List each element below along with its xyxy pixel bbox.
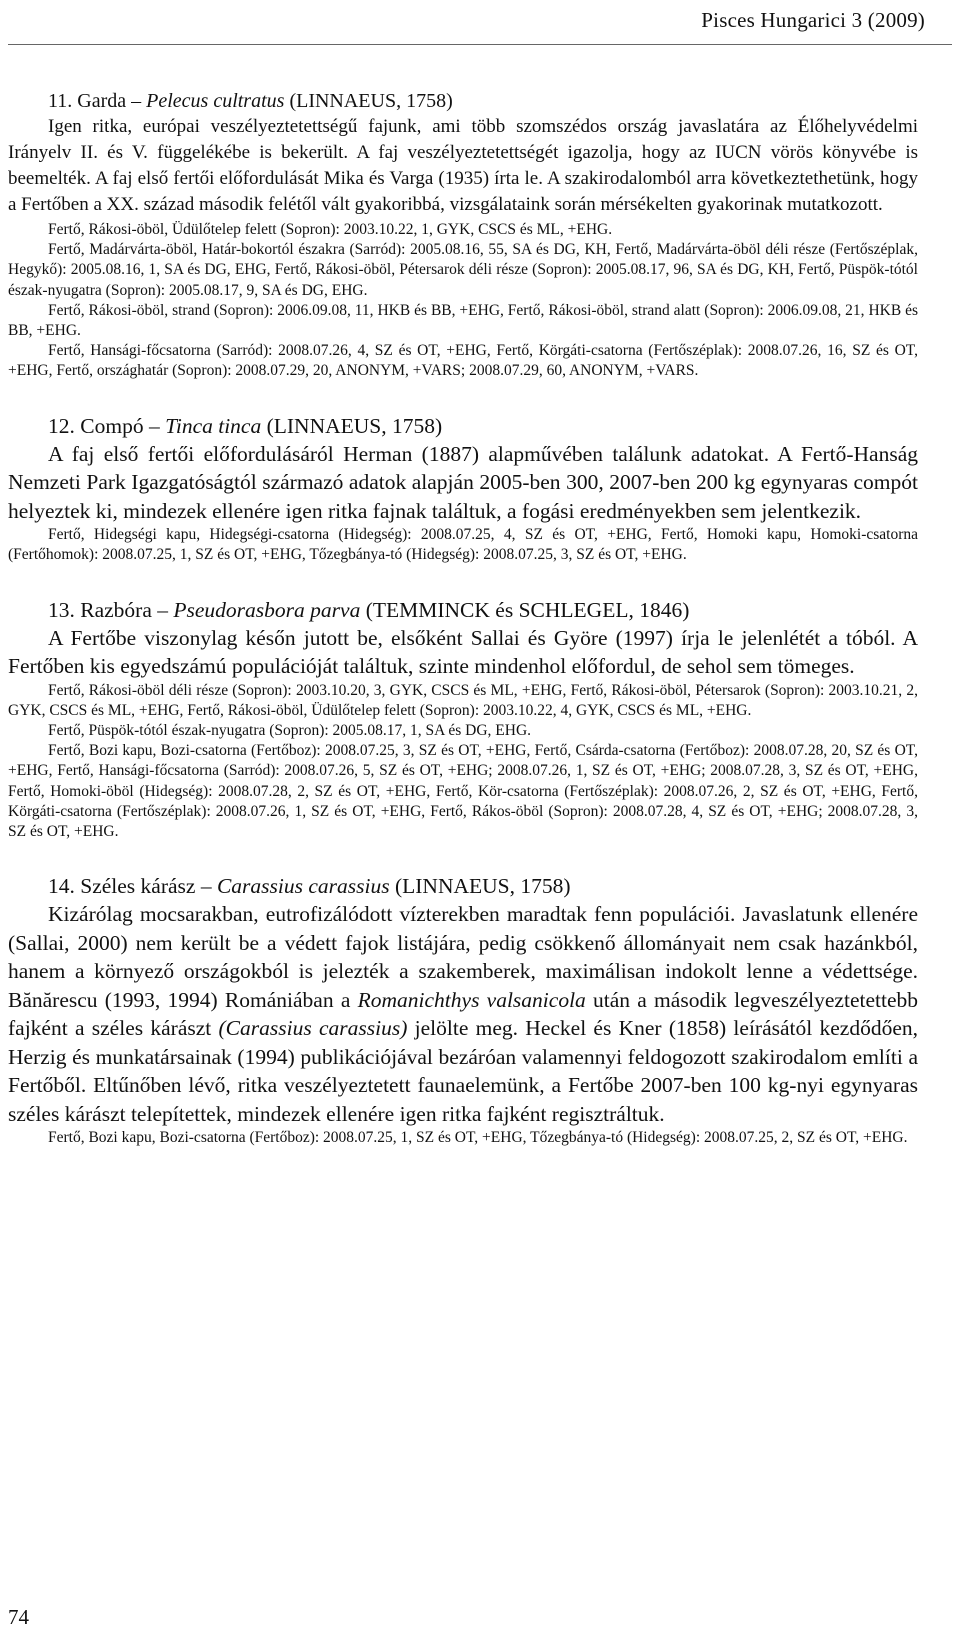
species-latin-name: Carassius carassius	[216, 874, 390, 899]
species-number: 12.	[48, 413, 75, 438]
species-common-name: Széles kárász	[80, 874, 196, 899]
journal-title: Pisces Hungarici 3 (2009)	[701, 8, 925, 32]
description-text: jelölte meg. Heckel és Kner (1858) leírásától kezdődően, Herzig és munkatársainak (1994) publikációjával bezáróan valamennyi feldogozott szakirodalom említi a Fertőből. Eltűnőben lévő, ritka veszélyeztetett faunaelemünk, a Fertőbe 2007-ben 100 kg-nyi egynyaras széles kárászt telepítettek, mindezek ellenére igen ritka fajként regisztráltuk.	[8, 1016, 918, 1126]
page-content	[8, 88, 918, 1148]
record-item: Fertő, Hidegségi kapu, Hidegségi-csatorna (Hidegség): 2008.07.25, 4, SZ és OT, +EHG, Fertő, Homoki kapu, Homoki-csatorna (Fertőhomok): 2008.07.25, 1, SZ és OT, +EHG, Tőzegbánya-tó (Hidegség): 2008.07.25, 3, SZ és OT, +EHG.	[8, 526, 918, 564]
records-list	[8, 681, 918, 843]
species-common-name: Compó	[80, 413, 144, 438]
heading-dash: –	[157, 597, 169, 622]
species-section-11	[8, 88, 918, 382]
page-number: 74	[8, 1605, 29, 1629]
description-text: Kizárólag mocsarakban, eutrofizálódott vízterekben maradtak fenn populációi. Javaslatunk ellenére (Sallai, 2000) nem került be a védett fajok listájára, pedig csökkenő állományait nem csak hazánkból, hanem a környező országokból is jelezték a szakemberek, maximálisan indokolt lenne a védettsége. Bănărescu (1993, 1994) Romániában a	[8, 902, 918, 1012]
species-description	[8, 900, 918, 1128]
record-item: Fertő, Madárvárta-öböl, Határ-bokortól északra (Sarród): 2005.08.16, 55, SA és DG, KH, Fertő, Madárvárta-öböl déli része (Fertőszéplak, Hegykő): 2005.08.16, 1, SA és DG, EHG, Fertő, Rákosi-öböl, Pétersarok déli része (Sopron): 2005.08.17, 96, SA és DG, KH, Fertő, Püspök-tótól észak-nyugatra (Sopron): 2005.08.17, 9, SA és DG, EHG.	[8, 241, 918, 299]
species-author: (TEMMINCK és SCHLEGEL, 1846)	[365, 597, 690, 622]
species-author: (LINNAEUS, 1758)	[394, 874, 571, 899]
species-number: 11.	[48, 90, 73, 112]
species-number: 14.	[48, 874, 75, 899]
species-section-12	[8, 412, 918, 566]
running-header	[0, 6, 960, 42]
records-list	[8, 1128, 918, 1148]
record-item: Fertő, Rákosi-öböl déli része (Sopron): 2003.10.20, 3, GYK, CSCS és ML, +EHG, Fertő, Rákosi-öböl, Pétersarok (Sopron): 2003.10.21, 2, GYK, CSCS és ML, +EHG, Fertő, Rákosi-öböl, Üdülőtelep felett (Sopron): 2003.10.22, 4, GYK, CSCS és ML, +EHG.	[8, 681, 918, 719]
species-author: (LINNAEUS, 1758)	[289, 90, 453, 112]
species-heading	[8, 88, 918, 114]
species-section-14	[8, 872, 918, 1148]
species-heading	[8, 412, 918, 440]
record-item: Fertő, Hansági-főcsatorna (Sarród): 2008.07.26, 4, SZ és OT, +EHG, Fertő, Körgáti-csatorna (Fertőszéplak): 2008.07.26, 16, SZ és OT, +EHG, Fertő, országhatár (Sopron): 2008.07.29, 20, ANONYM, +VARS; 2008.07.29, 60, ANONYM, +VARS.	[8, 342, 918, 380]
species-heading	[8, 872, 918, 900]
record-item: Fertő, Rákosi-öböl, Üdülőtelep felett (Sopron): 2003.10.22, 1, GYK, CSCS és ML, +EHG.	[48, 221, 613, 238]
species-description: A Fertőbe viszonylag későn jutott be, elsőként Sallai és Györe (1997) írja le jelenlétét a tóból. A Fertőben kis egyedszámú populációját találtuk, szinte mindenhol előfordul, de sehol sem tömeges.	[8, 625, 918, 679]
description-text: után a második legveszélyeztetettebb fajként a széles kárászt	[8, 987, 918, 1041]
record-item: Fertő, Bozi kapu, Bozi-csatorna (Fertőboz): 2008.07.25, 1, SZ és OT, +EHG, Tőzegbánya-tó (Hidegség): 2008.07.25, 2, SZ és OT, +EHG.	[48, 1129, 908, 1147]
records-list	[8, 220, 918, 382]
heading-dash: –	[131, 90, 142, 112]
record-item: Fertő, Rákosi-öböl, strand (Sopron): 2006.09.08, 11, HKB és BB, +EHG, Fertő, Rákosi-öböl, strand alatt (Sopron): 2006.09.08, 21, HKB és BB, +EHG.	[8, 301, 918, 340]
species-latin-name: Tinca tinca	[165, 413, 262, 438]
record-item: Fertő, Püspök-tótól észak-nyugatra (Sopron): 2005.08.17, 1, SA és DG, EHG.	[48, 721, 532, 739]
record-item: Fertő, Bozi kapu, Bozi-csatorna (Fertőboz): 2008.07.25, 3, SZ és OT, +EHG, Fertő, Csárda-csatorna (Fertőboz): 2008.07.28, 20, SZ és OT, +EHG, Fertő, Hansági-főcsatorna (Sarród): 2008.07.26, 5, SZ és OT, +EHG; 2008.07.26, 1, SZ és OT, +EHG; 2008.07.28, 3, SZ és OT, +EHG, Fertő, Homoki-öböl (Hidegség): 2008.07.28, 2, SZ és OT, +EHG, Fertő, Kör-csatorna (Fertőszéplak): 2008.07.26, 2, SZ és OT, +EHG, Fertő, Körgáti-csatorna (Fertőszéplak): 2008.07.26, 1, SZ és OT, +EHG, Fertő, Rákos-öböl (Sopron): 2008.07.28, 4, SZ és OT, +EHG; 2008.07.28, 3, SZ és OT, +EHG.	[8, 742, 918, 840]
species-latin-name: (Carassius carassius)	[218, 1016, 408, 1041]
heading-dash: –	[200, 874, 212, 899]
species-author: (LINNAEUS, 1758)	[266, 413, 443, 438]
species-latin-name: Pelecus cultratus	[146, 90, 285, 112]
species-heading	[8, 596, 918, 624]
species-section-13	[8, 596, 918, 843]
heading-dash: –	[148, 413, 160, 438]
species-latin-name: Pseudorasbora parva	[173, 597, 361, 622]
species-common-name: Garda	[77, 90, 127, 112]
species-common-name: Razbóra	[80, 597, 152, 622]
description-first-line: Igen ritka, európai veszélyeztetettségű fajunk, ami több szomszédos ország javaslatára	[48, 116, 760, 137]
species-number: 13.	[48, 597, 75, 622]
species-description: A faj első fertői előfordulásáról Herman (1887) alapművében találunk adatokat. A Fertő-Hanság Nemzeti Park Igazgatóságtól származó adatok alapján 2005-ben 300, 2007-ben 200 kg egynyaras compót helyeztek ki, mindezek ellenére igen ritka fajnak találtuk, a fogási eredményekben sem jelentkezik.	[8, 441, 918, 523]
species-latin-name: Romanichthys valsanicola	[357, 987, 586, 1012]
description-text: az Élőhelyvédelmi Irányelv II. és V. függelékébe is bekerült. A faj veszélyeztetettségét igazolja, hogy az IUCN vörös könyvébe is beemelték. A faj első fertői előfordulását Mika és Varga (1935) írta le. A szakirodalomból arra következtethetünk, hogy a Fertőben a XX. század második felétől vált gyakoribbá, vizsgálataink során mérsékelten gyakorinak mutatkozott.	[8, 116, 919, 215]
header-rule	[8, 44, 952, 45]
species-description	[8, 114, 918, 218]
records-list	[8, 525, 918, 565]
